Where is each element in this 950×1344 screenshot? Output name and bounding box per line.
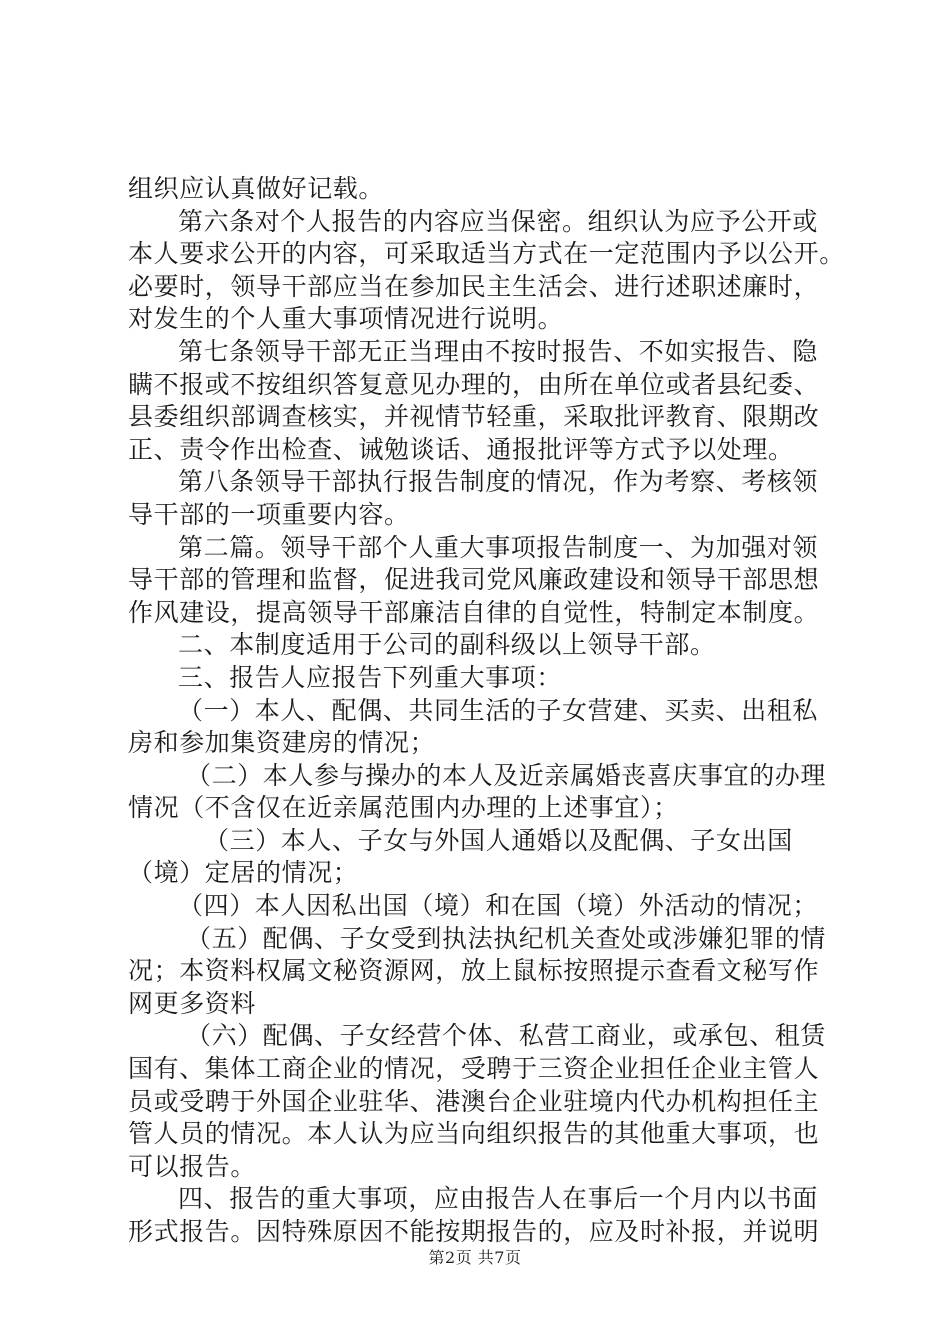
- paragraph-line: （三）本人、子女与外国人通婚以及配偶、子女出国: [204, 825, 793, 855]
- paragraph-line: 形式报告。因特殊原因不能按期报告的，应及时补报，并说明: [128, 1217, 820, 1246]
- paragraph-line: 四、报告的重大事项，应由报告人在事后一个月内以书面: [178, 1184, 819, 1214]
- paragraph-line: 导干部的管理和监督，促进我司党风廉政建设和领导干部思想: [128, 565, 820, 595]
- paragraph-line: 第七条领导干部无正当理由不按时报告、不如实报告、隐: [178, 336, 819, 366]
- paragraph-line: 情况（不含仅在近亲属范围内办理的上述事宜）；: [128, 793, 679, 823]
- paragraph-line: 房和参加集资建房的情况；: [128, 728, 436, 758]
- paragraph-line: 员或受聘于外国企业驻华、港澳台企业驻境内代办机构担任主: [128, 1086, 820, 1116]
- paragraph-line: （一）本人、配偶、共同生活的子女营建、买卖、出租私: [178, 695, 819, 725]
- paragraph-line: 瞒不报或不按组织答复意见办理的，由所在单位或者县纪委、: [128, 369, 820, 399]
- paragraph-line: 对发生的个人重大事项情况进行说明。: [128, 304, 564, 334]
- paragraph-line: 第六条对个人报告的内容应当保密。组织认为应予公开或: [178, 206, 819, 236]
- paragraph-line: （境）定居的情况；: [128, 858, 359, 888]
- paragraph-line: 第八条领导干部执行报告制度的情况，作为考察、考核领: [178, 467, 819, 497]
- paragraph-line: （六）配偶、子女经营个体、私营工商业，或承包、租赁: [186, 1021, 827, 1051]
- paragraph-line: 本人要求公开的内容，可采取适当方式在一定范围内予以公开。: [128, 239, 845, 269]
- paragraph-line: 可以报告。: [128, 1151, 257, 1181]
- paragraph-line: 必要时，领导干部应当在参加民主生活会、进行述职述廉时，: [128, 271, 820, 301]
- paragraph-line: 县委组织部调查核实，并视情节轻重，采取批评教育、限期改: [128, 402, 820, 432]
- paragraph-line: （二）本人参与操办的本人及近亲属婚丧喜庆事宜的办理: [186, 760, 827, 790]
- paragraph-line: 作风建设，提高领导干部廉洁自律的自觉性，特制定本制度。: [128, 597, 820, 627]
- paragraph-line: 第二篇。领导干部个人重大事项报告制度一、为加强对领: [178, 532, 819, 562]
- paragraph-line: 二、本制度适用于公司的副科级以上领导干部。: [178, 630, 716, 660]
- paragraph-line: （五）配偶、子女受到执法执纪机关查处或涉嫌犯罪的情: [186, 923, 827, 953]
- paragraph-line: （四）本人因私出国（境）和在国（境）外活动的情况；: [178, 891, 819, 921]
- page-number-footer: 第2页 共7页: [428, 1248, 522, 1267]
- paragraph-line: 网更多资料: [128, 988, 257, 1018]
- document-body: [128, 173, 845, 1249]
- paragraph-line: 正、责令作出检查、诫勉谈话、通报批评等方式予以处理。: [128, 434, 794, 464]
- paragraph-line: 三、报告人应报告下列重大事项：: [178, 662, 563, 692]
- paragraph-line: 国有、集体工商企业的情况，受聘于三资企业担任企业主管人: [128, 1054, 820, 1084]
- paragraph-line: 组织应认真做好记载。: [128, 174, 385, 203]
- paragraph-line: 导干部的一项重要内容。: [128, 499, 410, 529]
- paragraph-line: 管人员的情况。本人认为应当向组织报告的其他重大事项，也: [128, 1119, 820, 1149]
- paragraph-line: 况；本资料权属文秘资源网，放上鼠标按照提示查看文秘写作: [128, 956, 820, 986]
